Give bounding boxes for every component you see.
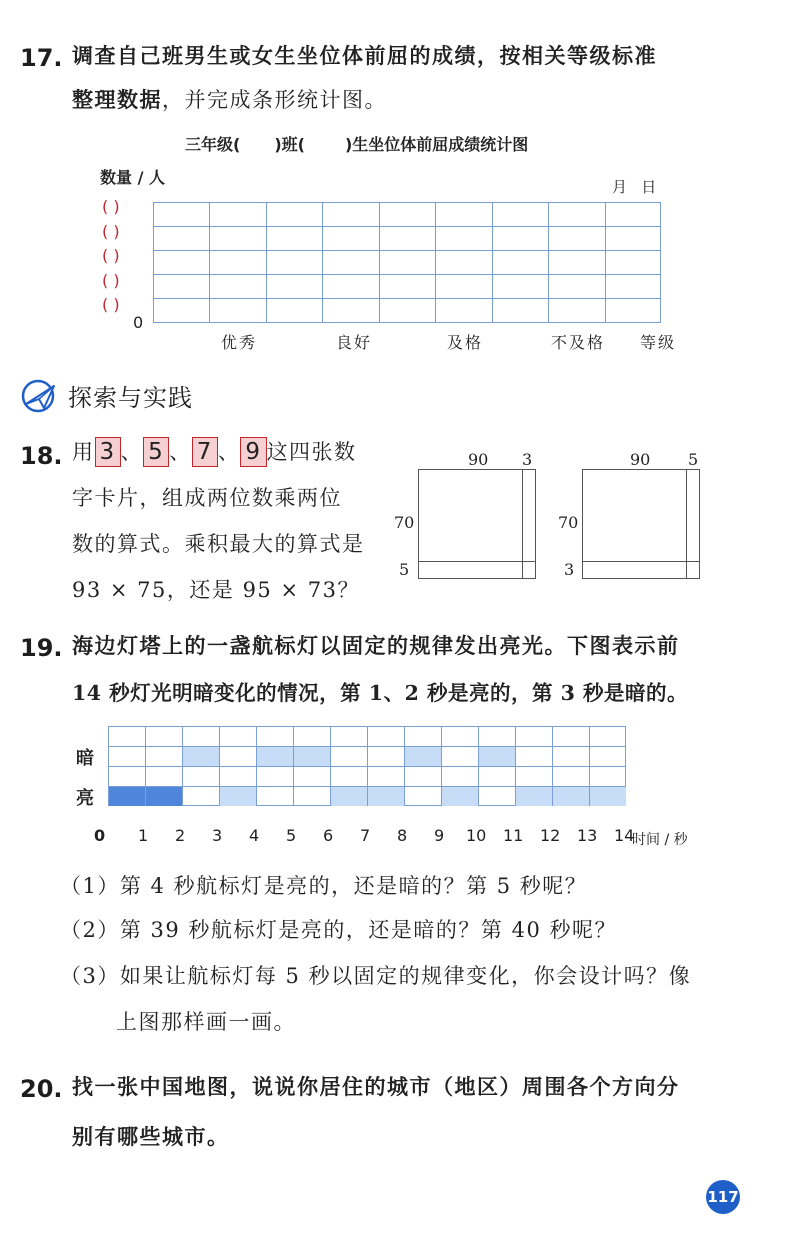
category-excellent: 优秀 <box>221 333 258 352</box>
paper-plane-icon <box>20 378 60 418</box>
bright-second-cell <box>368 787 404 806</box>
x-tick-label: 6 <box>323 826 334 845</box>
sep-1: 、 <box>120 440 144 464</box>
question-17-line2 <box>72 84 387 114</box>
question-17-line1: 调查自己班男生或女生坐位体前屈的成绩，按相关等级标准 <box>72 43 657 68</box>
y-axis-blanks[interactable] <box>102 195 120 318</box>
question-20-line2: 别有哪些城市。 <box>72 1124 230 1149</box>
row-label-bright: 亮 <box>76 788 94 809</box>
chart-date: 月 日 <box>612 178 657 196</box>
x-tick-label: 11 <box>503 826 524 845</box>
question-19-sub2: （2）第 39 秒航标灯是亮的，还是暗的？第 40 秒呢？ <box>60 918 618 942</box>
card-3: 3 <box>95 437 121 467</box>
diagram1-left-b: 5 <box>399 560 410 579</box>
y-blank-4[interactable]: ( ) <box>102 221 120 241</box>
x-tick-label: 10 <box>466 826 487 845</box>
dark-second-cell <box>257 747 293 766</box>
bright-second-cell <box>442 787 478 806</box>
row-label-dark: 暗 <box>76 748 94 769</box>
bar-chart-grid[interactable] <box>153 202 661 323</box>
light-pattern-x-unit: 时间 / 秒 <box>632 832 688 848</box>
grid-vline <box>478 726 479 806</box>
question-18-line4: 93 × 75，还是 95 × 73？ <box>72 578 360 602</box>
diagram1-left-a: 70 <box>394 513 415 532</box>
x-tick-label: 1 <box>138 826 149 845</box>
question-20-number: 20. <box>20 1075 63 1103</box>
bright-second-cell <box>146 787 182 806</box>
chart-ylabel: 数量 / 人 <box>100 168 165 187</box>
x-tick-label: 12 <box>540 826 561 845</box>
bright-second-cell <box>109 787 145 806</box>
diagram2-top-b: 5 <box>688 450 699 469</box>
question-19-sub3b: 上图那样画一画。 <box>116 1010 296 1034</box>
question-18-line3: 数的算式。乘积最大的算式是 <box>72 532 365 556</box>
chart-xlabel: 等级 <box>640 333 677 352</box>
area-diagram-1 <box>418 469 536 579</box>
question-19-sub1: （1）第 4 秒航标灯是亮的，还是暗的？第 5 秒呢？ <box>60 874 588 898</box>
y-blank-1[interactable]: ( ) <box>102 295 120 315</box>
card-9: 9 <box>240 437 266 467</box>
grid-vline <box>256 726 257 806</box>
dark-second-cell <box>294 747 330 766</box>
x-tick-label: 14 <box>614 826 635 845</box>
light-pattern-grid <box>108 726 626 806</box>
dark-second-cell <box>405 747 441 766</box>
dark-second-cell <box>479 747 515 766</box>
x-tick-label: 8 <box>397 826 408 845</box>
question-19-line2: 14 秒灯光明暗变化的情况，第 1、2 秒是亮的，第 3 秒是暗的。 <box>72 681 689 705</box>
question-17-line2-rest: ，并完成条形统计图。 <box>162 88 387 112</box>
page-number-badge: 117 <box>706 1180 740 1214</box>
x-tick-label: 9 <box>434 826 445 845</box>
area-diagram-2 <box>582 469 700 579</box>
y-blank-3[interactable]: ( ) <box>102 246 120 266</box>
chart-title-part-b: )班( <box>274 135 305 154</box>
question-20-line1: 找一张中国地图，说说你居住的城市（地区）周围各个方向分 <box>72 1074 680 1099</box>
question-19-line1: 海边灯塔上的一盏航标灯以固定的规律发出亮光。下图表示前 <box>72 633 680 658</box>
sep-2: 、 <box>169 440 192 464</box>
x-tick-label: 2 <box>175 826 186 845</box>
chart-title-part-c: )生坐位体前屈成绩统计图 <box>344 135 529 154</box>
q18-pre: 用 <box>72 440 95 464</box>
grid-vline <box>293 726 294 806</box>
card-7: 7 <box>192 437 218 467</box>
diagram2-left-b: 3 <box>564 560 575 579</box>
sep-3: 、 <box>217 440 241 464</box>
x-tick-label: 7 <box>360 826 371 845</box>
x-tick-label: 0 <box>94 826 106 845</box>
bright-second-cell <box>553 787 589 806</box>
question-17-line2-bold: 整理数据 <box>72 87 162 112</box>
grid-vline <box>182 726 183 806</box>
question-18-line2: 字卡片，组成两位数乘两位 <box>72 486 342 510</box>
bright-second-cell <box>590 787 626 806</box>
question-17-number: 17. <box>20 44 63 72</box>
chart-title-part-a: 三年级( <box>185 135 241 154</box>
question-18-number: 18. <box>20 442 63 470</box>
question-19-number: 19. <box>20 634 63 662</box>
card-5: 5 <box>143 437 169 467</box>
chart-zero: 0 <box>133 313 144 332</box>
x-tick-label: 5 <box>286 826 297 845</box>
bright-second-cell <box>331 787 367 806</box>
x-tick-label: 13 <box>577 826 598 845</box>
category-good: 良好 <box>336 333 373 352</box>
category-pass: 及格 <box>447 333 484 352</box>
category-fail: 不及格 <box>551 333 606 352</box>
grid-vline <box>404 726 405 806</box>
diagram2-left-a: 70 <box>558 513 579 532</box>
question-18-line1 <box>72 436 357 467</box>
diagram2-top-a: 90 <box>630 450 651 469</box>
diagram1-top-a: 90 <box>468 450 489 469</box>
bright-second-cell <box>220 787 256 806</box>
x-tick-label: 3 <box>212 826 223 845</box>
bright-second-cell <box>516 787 552 806</box>
dark-second-cell <box>183 747 219 766</box>
diagram1-top-b: 3 <box>522 450 533 469</box>
section-title: 探索与实践 <box>68 384 193 412</box>
chart-title <box>185 132 528 155</box>
question-19-sub3a: （3）如果让航标灯每 5 秒以固定的规律变化，你会设计吗？像 <box>60 964 692 988</box>
x-tick-label: 4 <box>249 826 260 845</box>
y-blank-5[interactable]: ( ) <box>102 197 120 216</box>
y-blank-2[interactable]: ( ) <box>102 270 120 290</box>
q18-line1-rest: 这四张数 <box>266 440 357 464</box>
